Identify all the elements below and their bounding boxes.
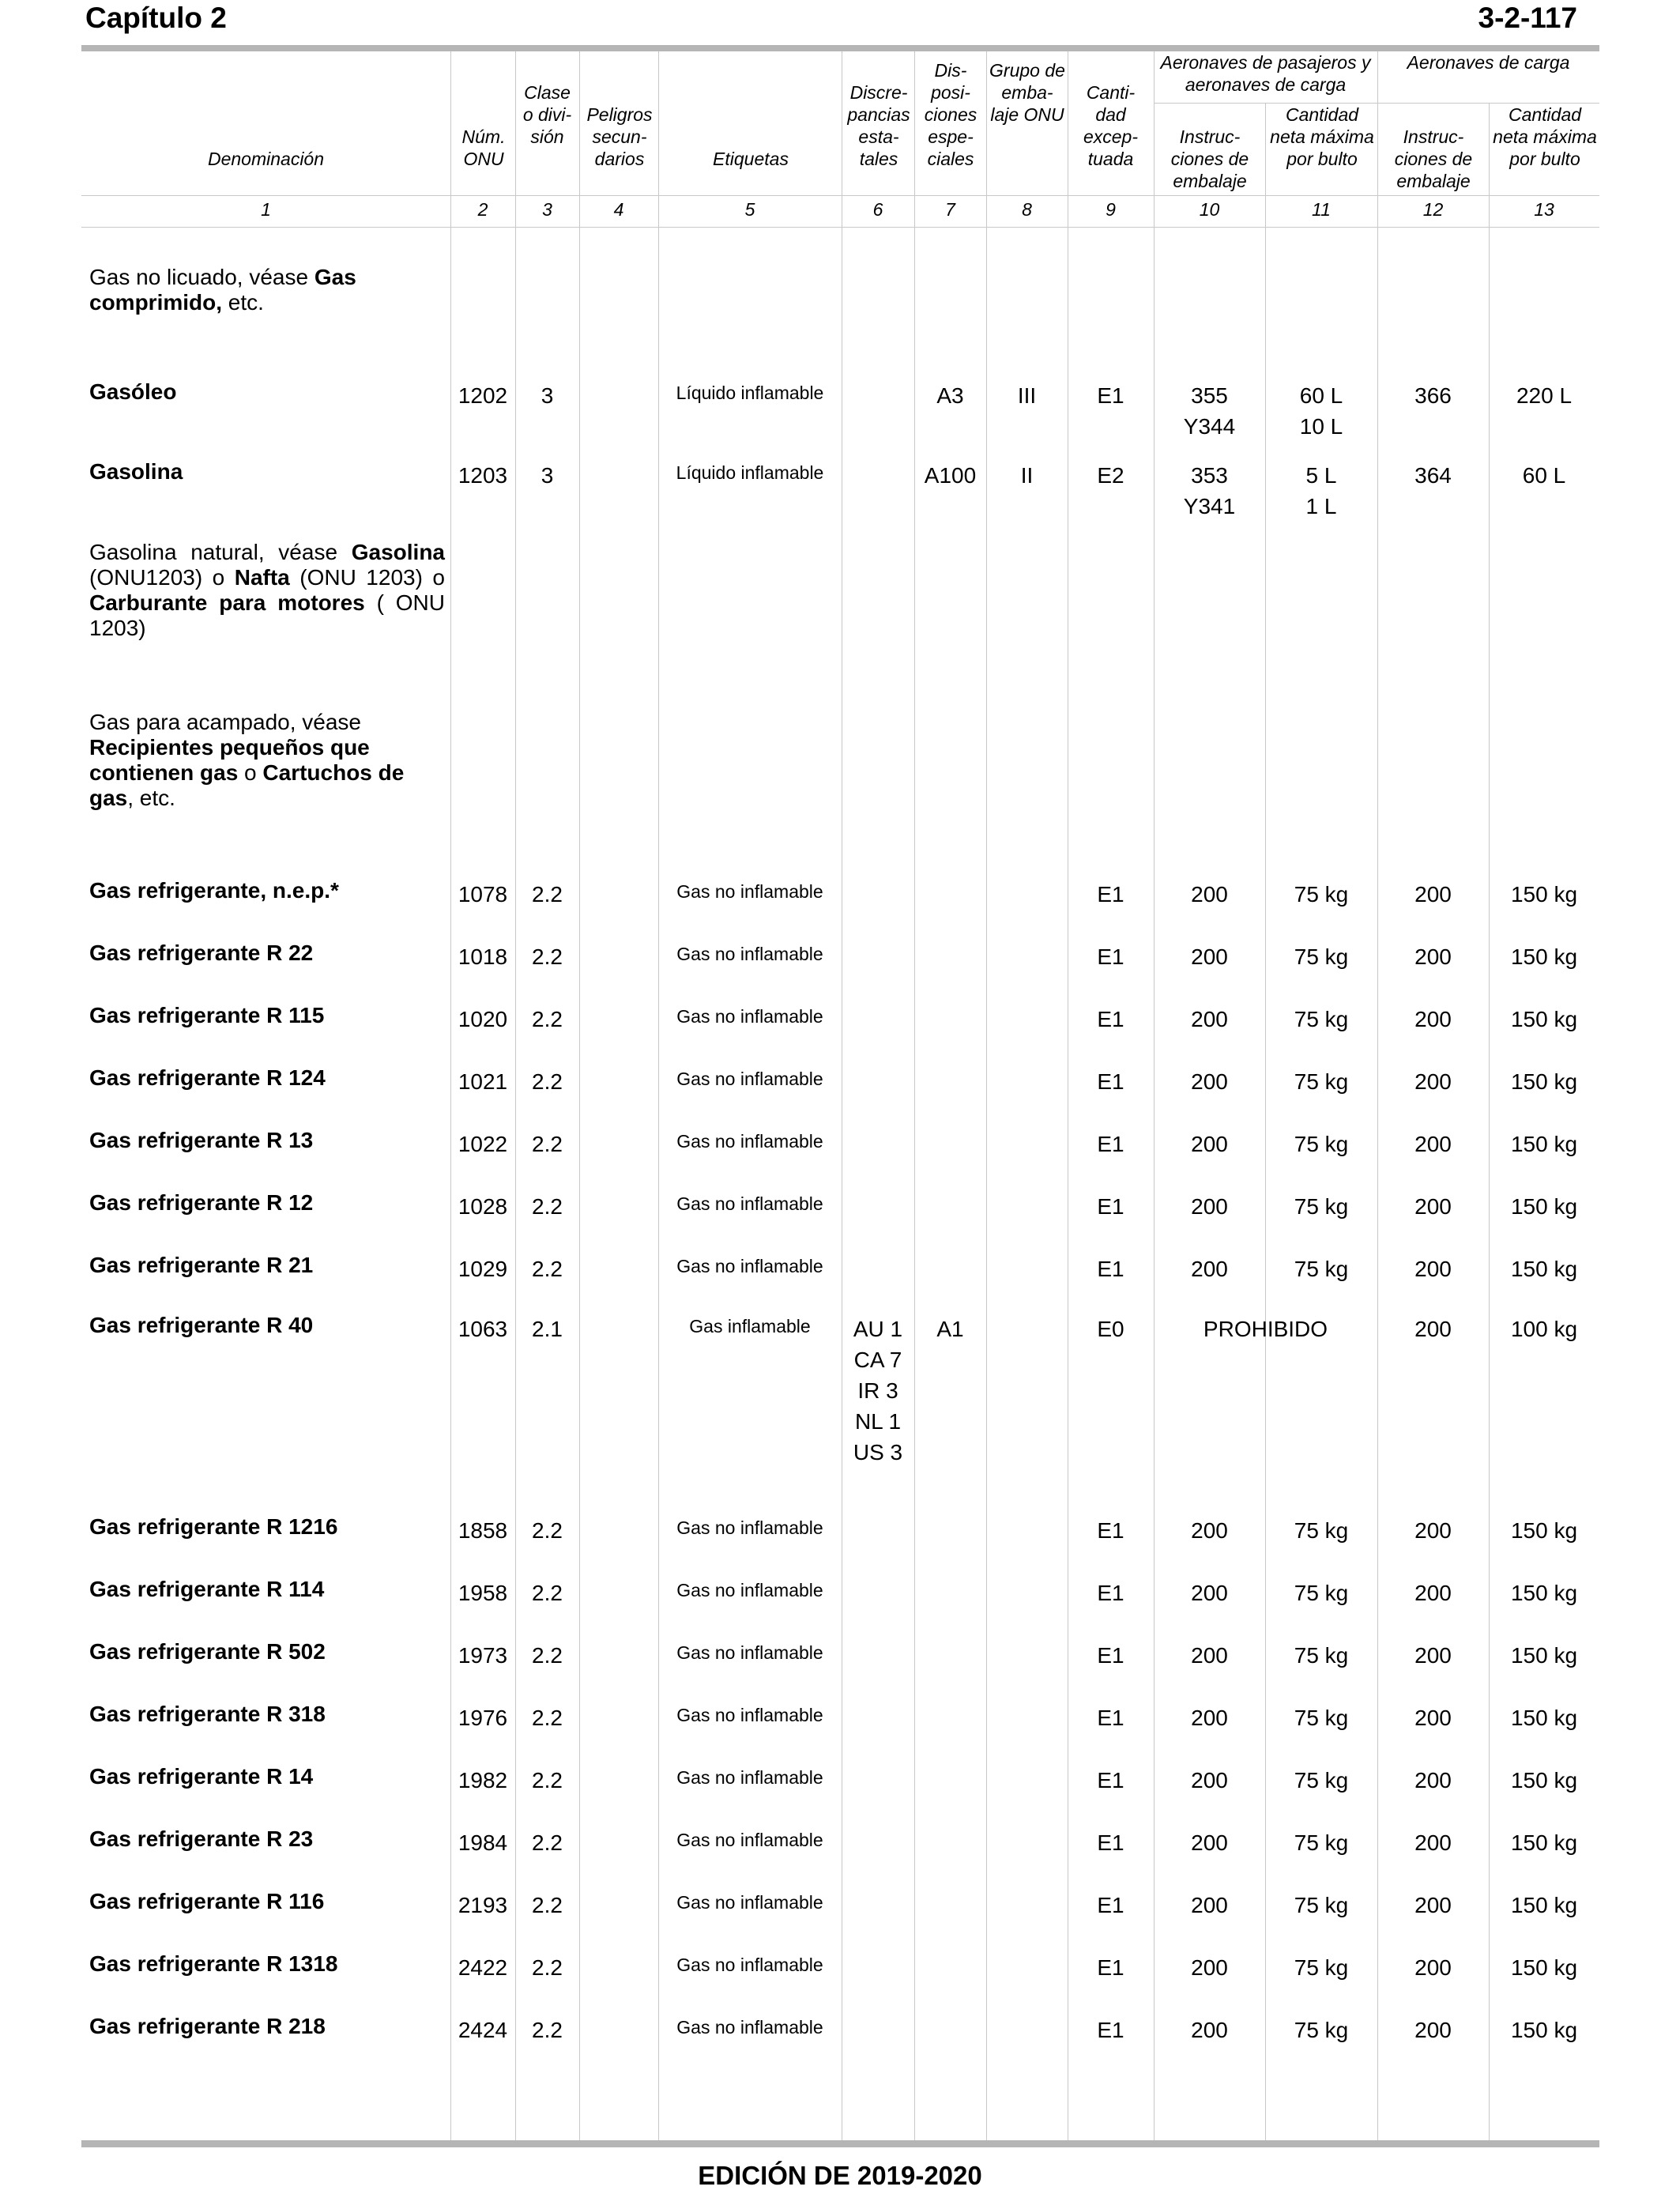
header-discrepancias: Discre- pancias esta- tales [847, 82, 910, 169]
row-cargo-pi: 200 [1414, 1706, 1452, 1730]
row-class: 2.2 [532, 1706, 563, 1730]
row-packing-group: III [1017, 383, 1037, 408]
header-grupo-embalaje: Grupo de emba- laje ONU [989, 60, 1065, 125]
row-un: 1078 [458, 882, 508, 907]
row-excepted-qty: E1 [1097, 1132, 1124, 1156]
row-pax-pi: 200 [1191, 1069, 1228, 1094]
row-excepted-qty: E1 [1097, 1257, 1124, 1281]
row-un: 1028 [458, 1194, 508, 1219]
row-class: 3 [541, 383, 554, 408]
row-pax-pi: 200 [1191, 2018, 1228, 2042]
row-class: 2.2 [532, 1069, 563, 1094]
row-class: 2.2 [532, 2018, 563, 2042]
row-cargo-qty: 150 kg [1510, 1007, 1578, 1031]
row-cargo-pi: 200 [1414, 1007, 1452, 1031]
column-divider [579, 51, 580, 2140]
row-excepted-qty: E2 [1097, 463, 1124, 488]
row-pax-qty: 5 L [1305, 463, 1337, 488]
row-class: 2.2 [532, 1830, 563, 1855]
row-cargo-qty: 220 L [1516, 383, 1573, 408]
row-label: Líquido inflamable [676, 383, 824, 403]
row-label: Gas no inflamable [676, 1006, 823, 1027]
row-pax-pi: 355 [1191, 383, 1228, 408]
row-name: Gas refrigerante R 318 [89, 1702, 326, 1726]
row-name: Gas refrigerante R 114 [89, 1577, 325, 1601]
header-cantidad-pax: Cantidad neta máxima por bulto [1270, 104, 1374, 169]
header-num-onu: Núm. ONU [461, 126, 506, 169]
row-cargo-pi: 200 [1414, 1830, 1452, 1855]
row-name: Gasolina [89, 459, 183, 484]
row-cargo-qty: 150 kg [1510, 1132, 1578, 1156]
row-excepted-qty: E1 [1097, 882, 1124, 907]
row-cargo-pi: 366 [1414, 383, 1452, 408]
row-cargo-qty: 150 kg [1510, 882, 1578, 907]
row-cargo-qty: 150 kg [1510, 1893, 1578, 1917]
row-pax-qty: 75 kg [1294, 1768, 1349, 1793]
row-un: 1021 [458, 1069, 508, 1094]
row-name: Gas refrigerante R 1318 [89, 1951, 338, 1976]
row-pax-qty: 75 kg [1294, 1706, 1349, 1730]
row-pax-qty: 75 kg [1294, 944, 1349, 969]
row-excepted-qty: E1 [1097, 1830, 1124, 1855]
row-pax-qty: 75 kg [1294, 1643, 1349, 1668]
row-name: Gas refrigerante R 21 [89, 1253, 314, 1277]
column-divider [986, 51, 987, 2140]
row-class: 2.2 [532, 1643, 563, 1668]
column-number: 12 [1422, 199, 1444, 220]
row-cargo-qty: 150 kg [1510, 1257, 1578, 1281]
column-number: 1 [261, 199, 271, 220]
row-cargo-qty: 150 kg [1510, 944, 1578, 969]
row-un: 1984 [458, 1830, 508, 1855]
row-un: 1973 [458, 1643, 508, 1668]
row-cargo-pi: 200 [1414, 1257, 1452, 1281]
row-name: Gas refrigerante R 502 [89, 1639, 326, 1664]
row-state-variation: NL 1 [854, 1409, 902, 1434]
row-label: Gas no inflamable [676, 1256, 823, 1276]
row-un: 1203 [458, 463, 508, 488]
row-cargo-qty: 150 kg [1510, 1194, 1578, 1219]
column-number: 7 [945, 199, 955, 220]
row-label: Gas no inflamable [676, 1069, 823, 1089]
row-class: 2.2 [532, 1007, 563, 1031]
row-cargo-qty: 150 kg [1510, 1581, 1578, 1605]
row-excepted-qty: E1 [1097, 1893, 1124, 1917]
bottom-rule [81, 2140, 1599, 2147]
row-class: 2.2 [532, 882, 563, 907]
row-excepted-qty: E1 [1097, 1069, 1124, 1094]
row-state-variation: IR 3 [857, 1378, 898, 1403]
row-class: 2.2 [532, 1768, 563, 1793]
reference-entry: Gasolina natural, véase Gasolina (ONU1203) o Nafta (ONU 1203) o Carburante para motores ( ONU 1203) [89, 540, 445, 640]
row-label: Gas no inflamable [676, 1955, 823, 1975]
row-cargo-pi: 200 [1414, 1069, 1452, 1094]
row-cargo-qty: 150 kg [1510, 2018, 1578, 2042]
header-clase: Clase o divi- sión [522, 82, 572, 147]
row-forbidden: PROHIBIDO [1203, 1317, 1328, 1341]
row-class: 2.2 [532, 1893, 563, 1917]
header-rule [81, 195, 1599, 196]
row-pax-qty: 75 kg [1294, 1955, 1349, 1980]
row-label: Gas no inflamable [676, 1642, 823, 1663]
row-class: 2.2 [532, 1955, 563, 1980]
row-pax-qty-limited: 1 L [1305, 494, 1337, 518]
row-cargo-pi: 200 [1414, 1768, 1452, 1793]
reference-entry: Gas no licuado, véase Gas comprimido, etc. [89, 265, 356, 315]
column-number: 4 [613, 199, 624, 220]
header-peligros: Peligros secun- darios [586, 104, 653, 169]
row-label: Gas no inflamable [676, 881, 823, 902]
row-label: Gas no inflamable [676, 1767, 823, 1788]
column-number: 11 [1312, 199, 1331, 220]
header-etiquetas: Etiquetas [713, 149, 789, 169]
row-class: 2.2 [532, 1257, 563, 1281]
row-un: 2424 [458, 2018, 508, 2042]
row-pax-qty: 75 kg [1294, 1132, 1349, 1156]
row-label: Gas no inflamable [676, 1705, 823, 1725]
row-pax-qty-limited: 10 L [1299, 414, 1343, 439]
row-state-variation: US 3 [853, 1440, 903, 1465]
row-cargo-pi: 200 [1414, 1581, 1452, 1605]
row-excepted-qty: E1 [1097, 1955, 1124, 1980]
row-packing-group: II [1020, 463, 1034, 488]
row-name: Gas refrigerante R 124 [89, 1065, 326, 1090]
row-name: Gas refrigerante R 116 [89, 1889, 325, 1913]
column-number: 9 [1106, 199, 1116, 220]
row-excepted-qty: E1 [1097, 1007, 1124, 1031]
row-un: 1020 [458, 1007, 508, 1031]
header-disposiciones: Dis- posi- ciones espe- ciales [924, 60, 977, 169]
row-excepted-qty: E1 [1097, 1194, 1124, 1219]
row-un: 1202 [458, 383, 508, 408]
column-number: 6 [872, 199, 883, 220]
row-cargo-pi: 200 [1414, 1194, 1452, 1219]
row-pax-pi: 200 [1191, 1581, 1228, 1605]
column-number: 13 [1534, 199, 1554, 220]
row-special-provision: A3 [936, 383, 964, 408]
row-class: 2.1 [532, 1317, 563, 1341]
column-number: 8 [1022, 199, 1032, 220]
row-pax-pi: 200 [1191, 882, 1228, 907]
row-cargo-qty: 150 kg [1510, 1706, 1578, 1730]
row-label: Gas no inflamable [676, 1131, 823, 1152]
row-pax-pi: 200 [1191, 1518, 1228, 1543]
row-pax-qty: 75 kg [1294, 882, 1349, 907]
row-name: Gas refrigerante R 12 [89, 1190, 314, 1215]
row-class: 3 [541, 463, 554, 488]
row-pax-qty: 75 kg [1294, 1194, 1349, 1219]
row-pax-pi: 200 [1191, 1643, 1228, 1668]
row-excepted-qty: E1 [1097, 1581, 1124, 1605]
row-special-provision: A100 [924, 463, 977, 488]
column-divider [658, 51, 659, 2140]
row-cargo-qty: 100 kg [1510, 1317, 1578, 1341]
row-un: 1063 [458, 1317, 508, 1341]
header-instrucciones-carga: Instruc- ciones de embalaje [1394, 126, 1473, 191]
row-name: Gas refrigerante R 23 [89, 1826, 314, 1851]
row-cargo-pi: 200 [1414, 1317, 1452, 1341]
row-cargo-qty: 150 kg [1510, 1830, 1578, 1855]
row-cargo-pi: 200 [1414, 1132, 1452, 1156]
row-un: 1958 [458, 1581, 508, 1605]
row-name: Gas refrigerante R 40 [89, 1313, 314, 1337]
row-label: Gas no inflamable [676, 944, 823, 964]
row-name: Gas refrigerante R 1216 [89, 1514, 338, 1539]
row-state-variation: AU 1 [853, 1317, 903, 1341]
row-label: Gas no inflamable [676, 1892, 823, 1913]
row-un: 2193 [458, 1893, 508, 1917]
row-cargo-pi: 200 [1414, 1518, 1452, 1543]
row-cargo-pi: 200 [1414, 882, 1452, 907]
row-excepted-qty: E1 [1097, 383, 1124, 408]
row-cargo-qty: 150 kg [1510, 1955, 1578, 1980]
row-pax-pi-limited: Y341 [1183, 494, 1236, 518]
row-special-provision: A1 [936, 1317, 964, 1341]
top-rule [81, 45, 1599, 51]
row-cargo-qty: 150 kg [1510, 1069, 1578, 1094]
row-excepted-qty: E1 [1097, 1518, 1124, 1543]
row-name: Gas refrigerante R 22 [89, 941, 314, 965]
row-pax-pi: 200 [1191, 1955, 1228, 1980]
row-un: 1018 [458, 944, 508, 969]
row-name: Gasóleo [89, 379, 177, 404]
row-name: Gas refrigerante R 218 [89, 2014, 326, 2038]
row-pax-qty: 75 kg [1294, 1893, 1349, 1917]
row-pax-qty: 75 kg [1294, 1518, 1349, 1543]
header-group-pasajeros: Aeronaves de pasajeros y aeronaves de carga [1160, 52, 1371, 95]
row-cargo-pi: 200 [1414, 1955, 1452, 1980]
row-name: Gas refrigerante R 13 [89, 1128, 314, 1152]
column-number: 2 [477, 199, 488, 220]
row-excepted-qty: E1 [1097, 1643, 1124, 1668]
row-pax-pi: 353 [1191, 463, 1228, 488]
row-pax-qty: 75 kg [1294, 2018, 1349, 2042]
row-label: Gas no inflamable [676, 1517, 823, 1538]
row-class: 2.2 [532, 1194, 563, 1219]
row-pax-pi-limited: Y344 [1183, 414, 1236, 439]
row-pax-pi: 200 [1191, 1830, 1228, 1855]
row-un: 1858 [458, 1518, 508, 1543]
row-pax-qty: 75 kg [1294, 1830, 1349, 1855]
row-cargo-pi: 364 [1414, 463, 1452, 488]
row-excepted-qty: E1 [1097, 2018, 1124, 2042]
reference-entry: Gas para acampado, véase Recipientes pequeños que contienen gas o Cartuchos de gas, etc. [89, 710, 405, 810]
row-pax-qty: 75 kg [1294, 1581, 1349, 1605]
row-cargo-qty: 150 kg [1510, 1643, 1578, 1668]
header-cantidad-exceptuada: Canti- dad excep- tuada [1083, 82, 1139, 169]
edition-footer: EDICIÓN DE 2019-2020 [698, 2161, 982, 2190]
column-number: 10 [1199, 199, 1220, 220]
row-class: 2.2 [532, 1132, 563, 1156]
row-name: Gas refrigerante R 14 [89, 1764, 314, 1789]
row-pax-pi: 200 [1191, 1257, 1228, 1281]
row-name: Gas refrigerante R 115 [89, 1003, 325, 1027]
row-pax-pi: 200 [1191, 1893, 1228, 1917]
column-divider [914, 51, 915, 2140]
row-cargo-qty: 150 kg [1510, 1768, 1578, 1793]
header-denominacion: Denominación [207, 149, 325, 169]
row-cargo-qty: 150 kg [1510, 1518, 1578, 1543]
header-cantidad-carga: Cantidad neta máxima por bulto [1493, 104, 1597, 169]
row-pax-pi: 200 [1191, 944, 1228, 969]
row-cargo-qty: 60 L [1522, 463, 1566, 488]
column-number: 5 [744, 199, 755, 220]
row-label: Gas no inflamable [676, 1193, 823, 1214]
row-pax-pi: 200 [1191, 1194, 1228, 1219]
row-pax-pi: 200 [1191, 1706, 1228, 1730]
row-excepted-qty: E1 [1097, 1706, 1124, 1730]
chapter-title: Capítulo 2 [85, 2, 227, 34]
row-label: Gas no inflamable [676, 2017, 823, 2038]
row-label: Gas inflamable [689, 1316, 811, 1336]
header-group-carga: Aeronaves de carga [1407, 52, 1570, 73]
row-un: 1022 [458, 1132, 508, 1156]
row-pax-qty: 75 kg [1294, 1257, 1349, 1281]
page-number: 3-2-117 [1478, 2, 1577, 34]
row-un: 1982 [458, 1768, 508, 1793]
row-cargo-pi: 200 [1414, 2018, 1452, 2042]
row-label: Gas no inflamable [676, 1580, 823, 1600]
column-number: 3 [542, 199, 552, 220]
row-class: 2.2 [532, 1518, 563, 1543]
row-name: Gas refrigerante, n.e.p.* [89, 878, 339, 903]
row-class: 2.2 [532, 1581, 563, 1605]
row-cargo-pi: 200 [1414, 944, 1452, 969]
row-excepted-qty: E1 [1097, 944, 1124, 969]
row-excepted-qty: E1 [1097, 1768, 1124, 1793]
row-un: 1976 [458, 1706, 508, 1730]
header-instrucciones-pax: Instruc- ciones de embalaje [1170, 126, 1249, 191]
row-label: Gas no inflamable [676, 1830, 823, 1850]
row-cargo-pi: 200 [1414, 1643, 1452, 1668]
row-pax-pi: 200 [1191, 1007, 1228, 1031]
row-un: 1029 [458, 1257, 508, 1281]
row-state-variation: CA 7 [853, 1348, 902, 1372]
row-pax-pi: 200 [1191, 1132, 1228, 1156]
row-un: 2422 [458, 1955, 508, 1980]
column-number-rule [81, 227, 1599, 228]
row-pax-qty: 75 kg [1294, 1007, 1349, 1031]
row-pax-qty: 60 L [1299, 383, 1343, 408]
row-pax-pi: 200 [1191, 1768, 1228, 1793]
row-class: 2.2 [532, 944, 563, 969]
row-pax-qty: 75 kg [1294, 1069, 1349, 1094]
row-excepted-qty: E0 [1097, 1317, 1124, 1341]
row-cargo-pi: 200 [1414, 1893, 1452, 1917]
row-label: Líquido inflamable [676, 462, 824, 483]
